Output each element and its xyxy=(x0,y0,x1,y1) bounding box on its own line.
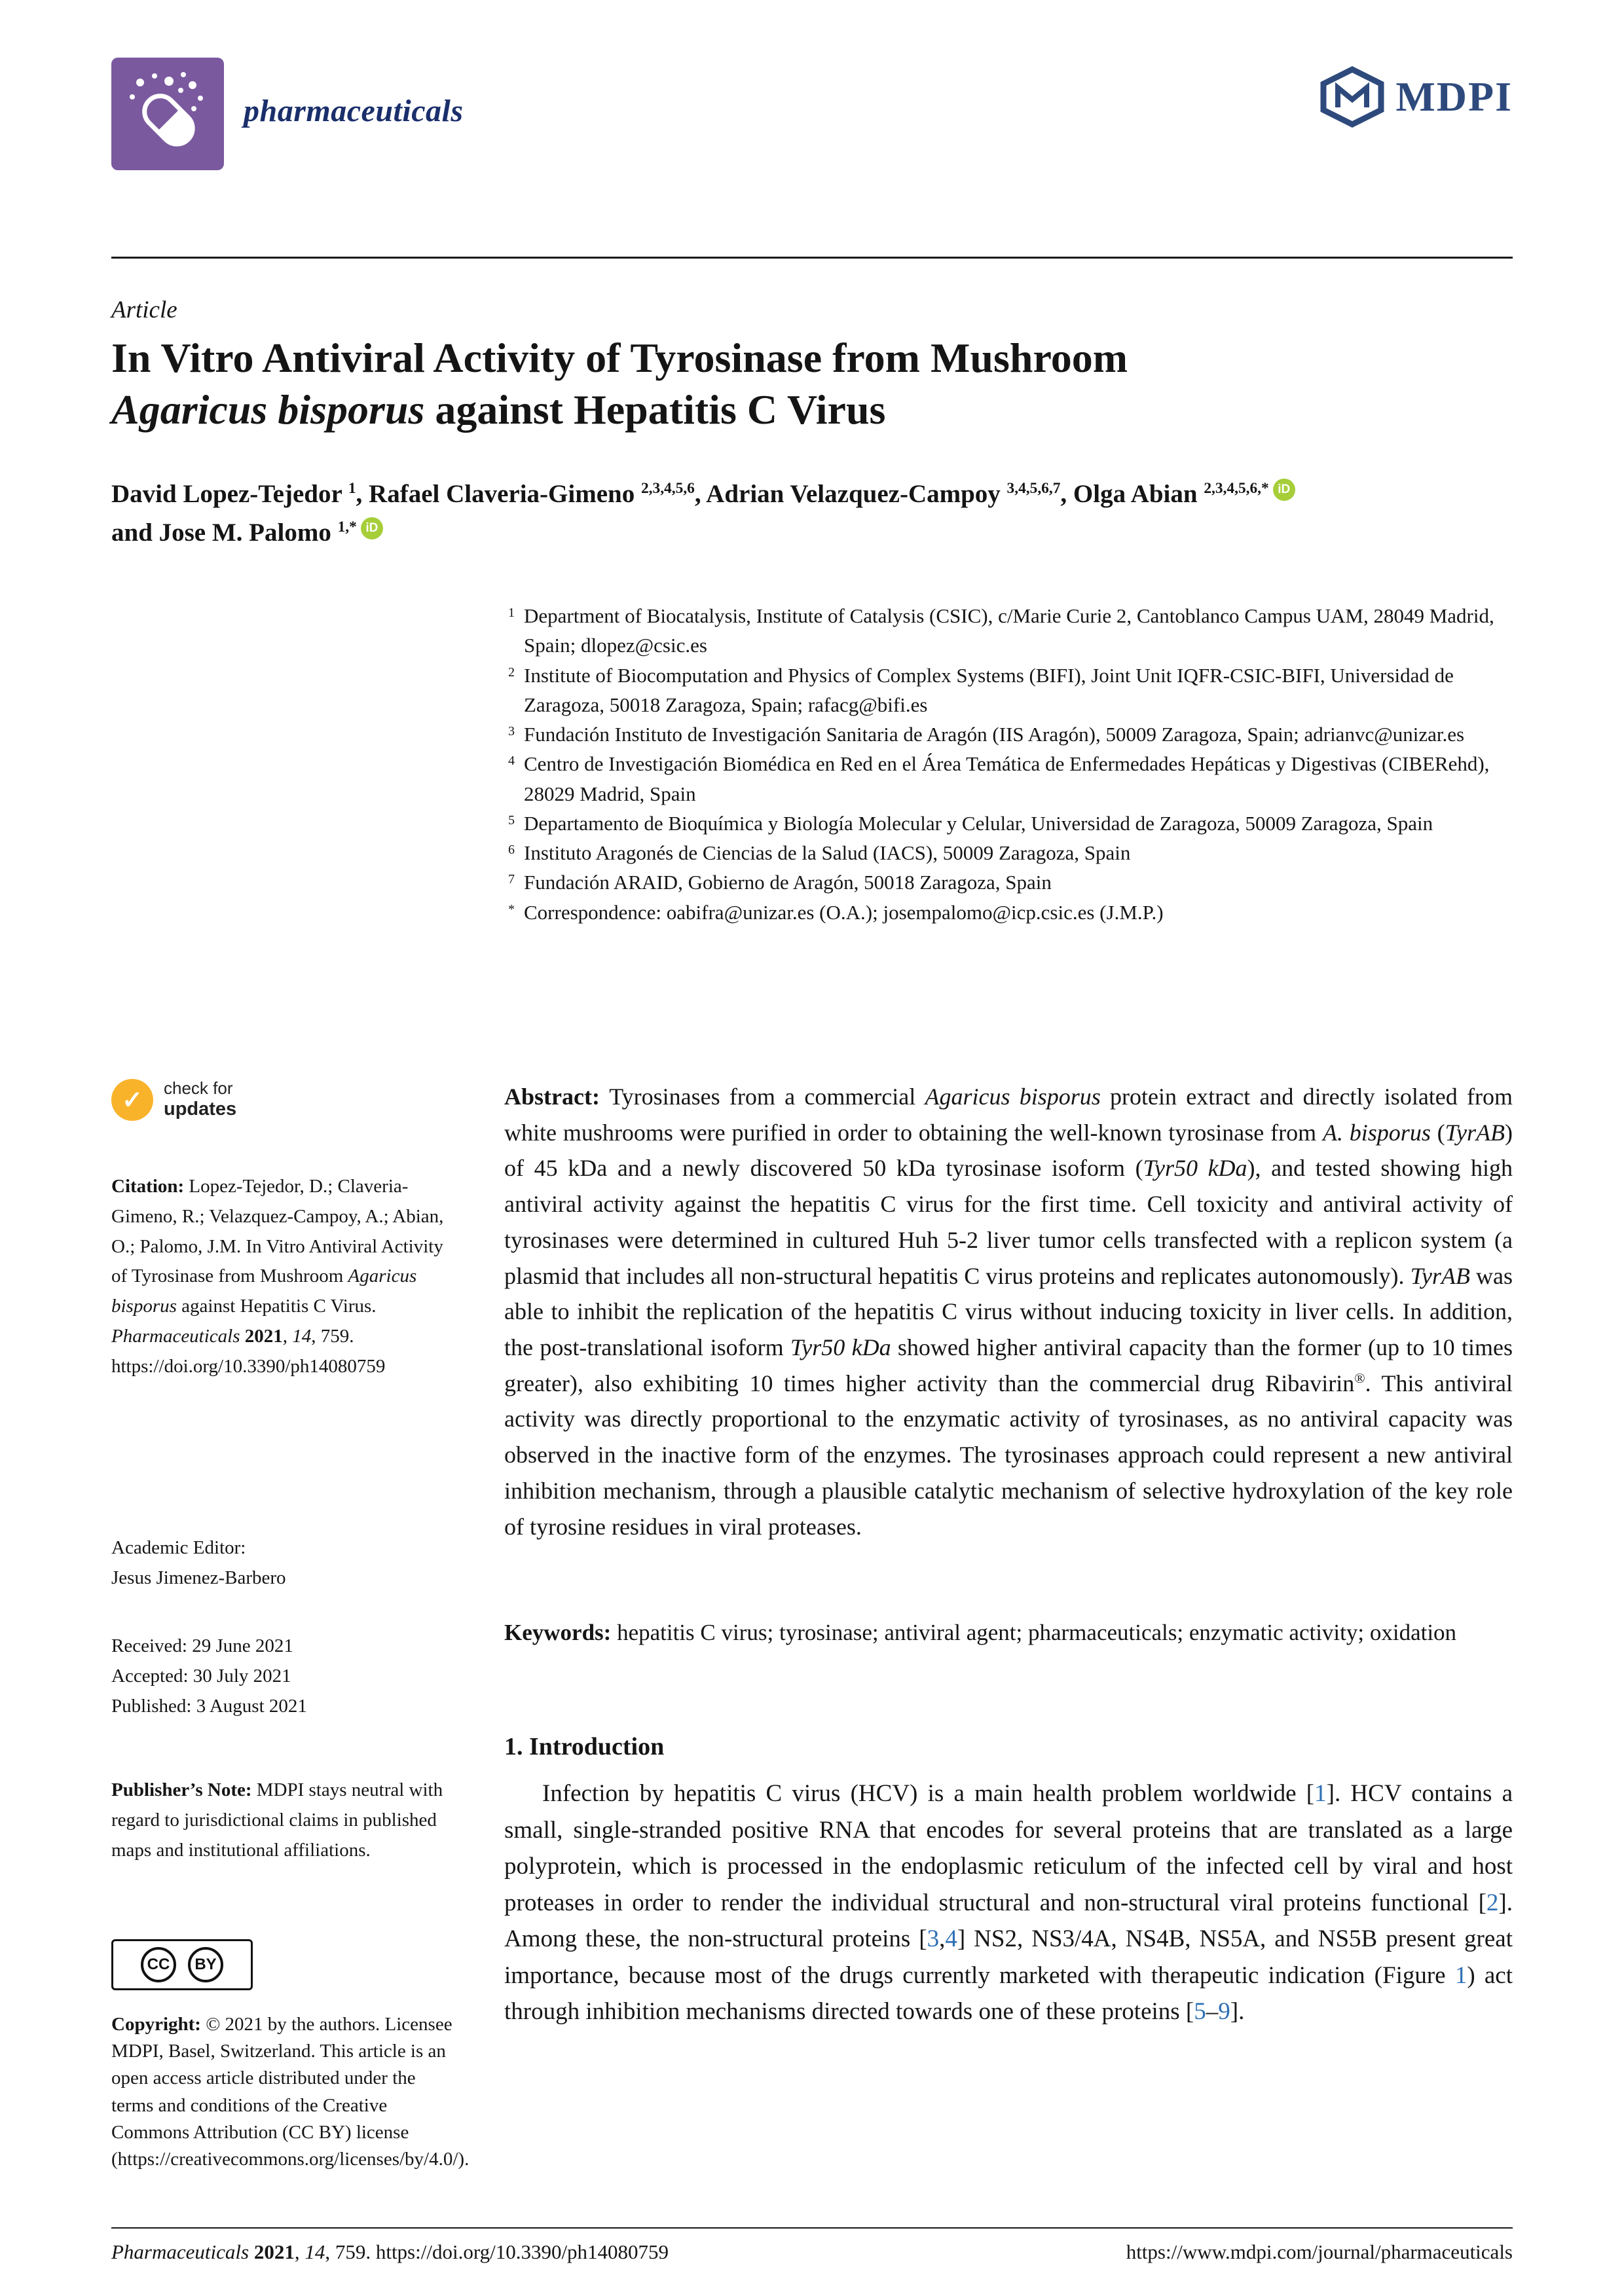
affiliation-text: Fundación Instituto de Investigación Sanitaria de Aragón (IIS Aragón), 50009 Zaragoza, Spain; adrianvc@unizar.es xyxy=(524,723,1465,746)
affiliation-number: 2 xyxy=(508,665,515,680)
published-date: Published: 3 August 2021 xyxy=(111,1695,307,1717)
journal-logo-icon[interactable] xyxy=(111,58,224,170)
affiliation-number: 6 xyxy=(508,843,515,857)
reference-link[interactable]: 2 xyxy=(1486,1889,1499,1916)
article-type-label: Article xyxy=(111,297,177,323)
cc-by-license-badge[interactable] xyxy=(111,1939,253,1990)
affiliation-number: * xyxy=(508,902,515,917)
reference-link[interactable]: 4 xyxy=(945,1925,957,1952)
affiliation-number: 3 xyxy=(508,724,515,738)
keywords-line: Keywords: hepatitis C virus; tyrosinase; antiviral agent; pharmaceuticals; enzymatic activity; oxidation xyxy=(504,1620,1457,1645)
orcid-icon[interactable]: iD xyxy=(361,517,383,539)
received-date: Received: 29 June 2021 xyxy=(111,1635,293,1656)
paper-title: In Vitro Antiviral Activity of Tyrosinase from Mushroom Agaricus bisporus against Hepatitis C Virus xyxy=(111,335,1128,433)
affiliation-row xyxy=(490,601,1515,661)
reference-link[interactable]: 5 xyxy=(1194,1998,1206,2025)
reference-link[interactable]: 1 xyxy=(1314,1780,1327,1807)
affiliation-row xyxy=(490,867,1515,897)
academic-editor-name: Jesus Jimenez-Barbero xyxy=(111,1567,286,1588)
affiliations-list xyxy=(490,601,1515,927)
footer-citation: Pharmaceuticals 2021, 14, 759. https://doi.org/10.3390/ph14080759 xyxy=(111,2240,669,2263)
introduction-paragraph: Infection by hepatitis C virus (HCV) is a main health problem worldwide [1]. HCV contains a small, single-stranded positive RNA that encodes for several proteins that are translated as a large polyprotein, which is processed in the endoplasmic reticulum of the infected cell by viral and host proteases in order to render the individual structural and non-structural viral proteins functional [2]. Among these, the non-structural proteins [3,4] NS2, NS3/4A, NS4B, NS5A, and NS5B present great importance, because most of the drugs currently marketed with therapeutic indication (Figure 1) act through inhibition mechanisms directed towards one of these proteins [5–9]. xyxy=(504,1780,1513,2025)
check-for-updates-label: check for updates xyxy=(164,1078,237,1120)
cc-by-person-icon: BY xyxy=(188,1947,223,1982)
academic-editor-label: Academic Editor: xyxy=(111,1537,246,1558)
affiliation-row xyxy=(490,720,1515,749)
accepted-date: Accepted: 30 July 2021 xyxy=(111,1665,291,1686)
affiliation-number: 1 xyxy=(508,606,515,620)
publisher-note: Publisher’s Note: MDPI stays neutral with regard to jurisdictional claims in published maps and institutional affiliations. xyxy=(111,1779,443,1861)
mdpi-emblem-icon xyxy=(1318,65,1386,128)
orcid-icon[interactable]: iD xyxy=(1273,479,1295,501)
affiliation-row xyxy=(490,838,1515,867)
journal-name[interactable]: pharmaceuticals xyxy=(244,94,464,128)
authors-line: David Lopez-Tejedor $^1$, Rafael Claveria-Gimeno $^{2,3,4,5,6}$, Adrian Velazquez-Campoy $^{3,4,5,6,7}$, Olga Abian $^{2,3,4,5,6,*}$ iD and Jose M. Palomo $^{1,*}$ iD xyxy=(111,475,1513,552)
affiliation-text: Fundación ARAID, Gobierno de Aragón, 50018 Zaragoza, Spain xyxy=(524,871,1052,894)
reference-link[interactable]: 9 xyxy=(1218,1998,1230,2025)
affiliation-number: 4 xyxy=(508,754,515,769)
affiliation-number: 5 xyxy=(508,812,515,828)
affiliation-text: Centro de Investigación Biomédica en Red en el Área Temática de Enfermedades Hepáticas y Digestivas (CIBERehd), 28029 Madrid, Spain xyxy=(524,752,1490,805)
check-for-updates-badge[interactable] xyxy=(111,1079,236,1121)
article-dates xyxy=(111,1631,455,1721)
pill-icon xyxy=(122,68,213,160)
abstract-paragraph: Abstract: Tyrosinases from a commercial Agaricus bisporus protein extract and directly isolated from white mushrooms were purified in order to obtaining the well-known tyrosinase from A. bisporus (TyrAB) of 45 kDa and a newly discovered 50 kDa tyrosinase isoform (Tyr50 kDa), and tested showing high antiviral activity against the hepatitis C virus for the first time. Cell toxicity and antiviral activity of tyrosinases were determined in cultured Huh 5-2 liver tumor cells transfected with a replicon system (a plasmid that includes all non-structural hepatitis C virus proteins and replicates autonomously). TyrAB was able to inhibit the replication of the hepatitis C virus without inducing toxicity in liver cells. In addition, the post-translational isoform Tyr50 kDa showed higher antiviral capacity than the former (up to 10 times greater), also exhibiting 10 times higher activity than the commercial drug Ribavirin®. This antiviral activity was directly proportional to the enzymatic activity of tyrosinases, as no antiviral capacity was observed in the inactive form of the enzymes. The tyrosinases approach could represent a new antiviral inhibition mechanism, through a plausible catalytic mechanism of selective hydroxylation of the key role of tyrosine residues in viral proteases. xyxy=(504,1084,1513,1540)
affiliation-row xyxy=(490,661,1515,720)
affiliation-row xyxy=(490,898,1515,927)
affiliation-text: Correspondence: oabifra@unizar.es (O.A.); josempalomo@icp.csic.es (J.M.P.) xyxy=(524,900,1164,924)
copyright-note: Copyright: © 2021 by the authors. Licensee MDPI, Basel, Switzerland. This article is an open access article distributed under the terms and conditions of the Creative Commons Attribution (CC BY) license (https://creativecommons.org/licenses/by/4.0/). xyxy=(111,2014,470,2170)
checkmark-icon: ✓ xyxy=(111,1079,153,1121)
affiliation-number: 7 xyxy=(508,872,515,887)
affiliation-row xyxy=(490,809,1515,838)
cc-icon: CC xyxy=(141,1947,176,1982)
section-heading-introduction: 1. Introduction xyxy=(504,1733,665,1760)
mdpi-logo[interactable] xyxy=(1318,65,1513,128)
page-footer xyxy=(111,2240,1513,2264)
affiliation-row xyxy=(490,749,1515,809)
affiliation-text: Institute of Biocomputation and Physics of Complex Systems (BIFI), Joint Unit IQFR-CSIC-BIFI, Universidad de Zaragoza, 50018 Zaragoza, Spain; rafacg@bifi.es xyxy=(524,663,1454,716)
mdpi-wordmark: MDPI xyxy=(1395,73,1513,120)
affiliation-text: Instituto Aragonés de Ciencias de la Salud (IACS), 50009 Zaragoza, Spain xyxy=(524,841,1131,864)
affiliation-text: Department of Biocatalysis, Institute of Catalysis (CSIC), c/Marie Curie 2, Cantoblanco Campus UAM, 28049 Madrid, Spain; dlopez@csic.es xyxy=(524,604,1494,657)
reference-link[interactable]: 3 xyxy=(927,1925,940,1952)
affiliation-text: Departamento de Bioquímica y Biología Molecular y Celular, Universidad de Zaragoza, 50009 Zaragoza, Spain xyxy=(524,811,1433,835)
reference-link[interactable]: 1 xyxy=(1454,1961,1467,1989)
academic-editor xyxy=(111,1533,455,1594)
footer-journal-url[interactable]: https://www.mdpi.com/journal/pharmaceuticals xyxy=(1126,2240,1513,2263)
citation-note: Citation: Lopez-Tejedor, D.; Claveria-Gimeno, R.; Velazquez-Campoy, A.; Abian, O.; Palomo, J.M. In Vitro Antiviral Activity of Tyrosinase from Mushroom Agaricus bisporus against Hepatitis C Virus. Pharmaceuticals 2021, 14, 759. https://doi.org/10.3390/ph14080759 xyxy=(111,1176,444,1377)
header-divider xyxy=(111,257,1513,259)
footer-divider xyxy=(111,2227,1513,2229)
